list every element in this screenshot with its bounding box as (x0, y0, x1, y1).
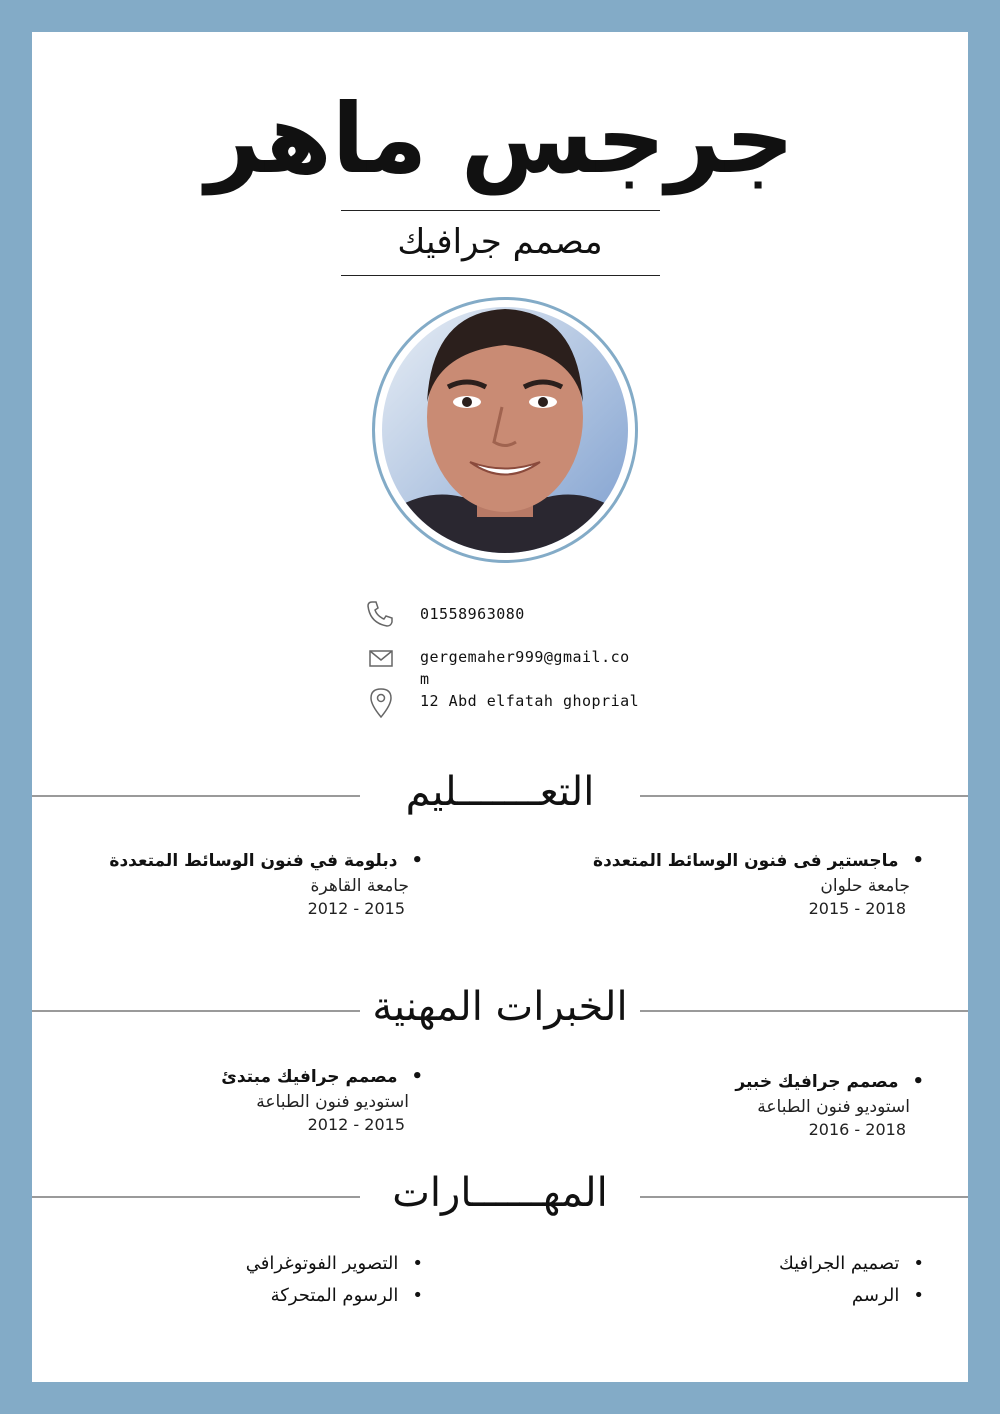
experience-company: استوديو فنون الطباعة (256, 1092, 409, 1112)
skills-list-left (123, 1248, 423, 1312)
email-line-2: m (420, 670, 430, 688)
title-divider-bottom (341, 275, 660, 276)
skill-item: • الرسم (624, 1280, 924, 1312)
education-degree: • دبلومة في فنون الوسائط المتعددة (43, 848, 423, 874)
resume-page (32, 32, 968, 1382)
skill-item: • الرسوم المتحركة (123, 1280, 423, 1312)
email-line-1: gergemaher999@gmail.co (420, 648, 630, 666)
experience-years: 2016 - 2018 (808, 1120, 906, 1139)
skill-item: • التصوير الفوتوغرافي (123, 1248, 423, 1280)
experience-item (544, 1069, 924, 1141)
mail-icon (367, 644, 397, 674)
address: 12 Abd elfatah ghoprial (420, 692, 640, 710)
skills-list-right (624, 1248, 924, 1312)
experience-divider-left (32, 1010, 360, 1012)
phone-number: 01558963080 (420, 605, 525, 623)
experience-company: استوديو فنون الطباعة (757, 1097, 910, 1117)
education-item (504, 848, 924, 920)
experience-role: • مصمم جرافيك خبير (544, 1069, 924, 1095)
education-institution: جامعة القاهرة (310, 876, 409, 896)
education-divider-left (32, 795, 360, 797)
job-title: مصمم جرافيك (397, 222, 603, 262)
experience-divider-right (640, 1010, 968, 1012)
experience-item (43, 1064, 423, 1136)
education-institution: جامعة حلوان (820, 876, 910, 896)
title-divider-top (341, 210, 660, 211)
education-item (43, 848, 423, 920)
skill-item: • تصميم الجرافيك (624, 1248, 924, 1280)
phone-icon (365, 599, 395, 629)
education-degree: • ماجستير فى فنون الوسائط المتعددة (504, 848, 924, 874)
skills-divider-left (32, 1196, 360, 1198)
education-years: 2015 - 2018 (808, 899, 906, 918)
skills-title: المهــــــارات (392, 1170, 608, 1216)
education-title: التعـــــــليم (405, 769, 595, 815)
person-name: جرجس ماهر (205, 83, 795, 195)
experience-years: 2012 - 2015 (307, 1115, 405, 1134)
experience-title: الخبرات المهنية (372, 984, 628, 1030)
profile-photo (372, 297, 638, 563)
education-years: 2012 - 2015 (307, 899, 405, 918)
skills-divider-right (640, 1196, 968, 1198)
profile-photo-image (382, 307, 628, 553)
education-divider-right (640, 795, 968, 797)
location-pin-icon (367, 687, 397, 717)
experience-role: • مصمم جرافيك مبتدئ (43, 1064, 423, 1090)
